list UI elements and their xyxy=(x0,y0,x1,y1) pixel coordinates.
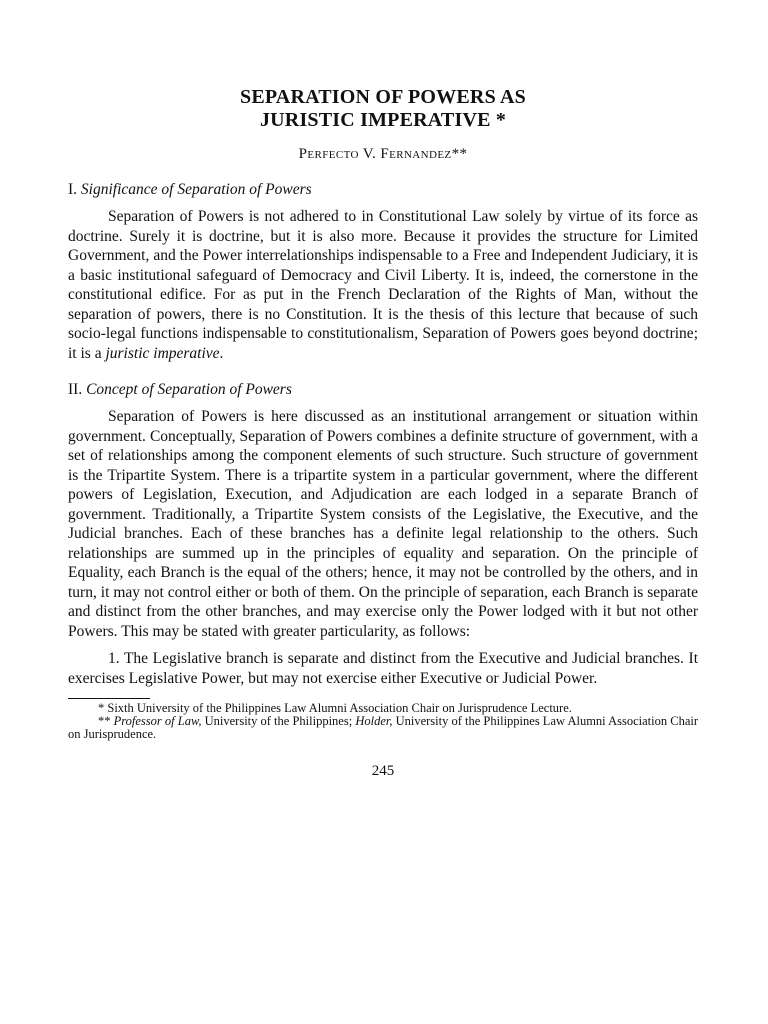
author-line xyxy=(68,146,698,163)
paragraph-1-end: . xyxy=(219,344,224,362)
paragraph-1 xyxy=(68,207,698,363)
paper-page xyxy=(68,86,698,780)
footnote-divider xyxy=(68,698,150,699)
section-heading-1 xyxy=(68,180,698,199)
title-line-2: JURISTIC IMPERATIVE * xyxy=(259,109,507,131)
paragraph-2: Separation of Powers is here discussed as an institutional arrangement or situation within government. Conceptually, Separation of Powers combines a definite structure of government, with a set of relationships among the component elements of such structure. Such structure of government is the Tripartite System. There is a tripartite system in a particular government, where the different powers of Legislation, Execution, and Adjudication are each lodged in a separate Branch of government. Traditionally, a Tripartite System consists of the Legislative, the Executive, and the Judicial branches. Each of these branches has a definite legal relationship to the others. Such relationships are summed up in the principles of equality and separation. On the principle of Equality, each Branch is the equal of the others; hence, it may not be controlled by the others, and in turn, it may not control either or both of them. On the principle of separation, each Branch is separate and distinct from the other branches, and may exercise only the Power lodged with it but not other Powers. This may be stated with greater particularity, as follows: xyxy=(68,408,698,640)
footnote-2-marker: ** xyxy=(98,714,114,728)
paragraph-3: 1. The Legislative branch is separate and distinct from the Executive and Judicial branches. It exercises Legislative Power, but may not exercise either Executive or Judicial Power. xyxy=(68,650,698,687)
footnote-2-title: Professor of Law, xyxy=(113,714,202,728)
section-2-numeral: II. xyxy=(68,381,83,398)
footnote-2-mid: University of the Philippines; xyxy=(201,714,356,728)
footnote-2-end: University of the Philippines Law Alumni Association Chair on Jurisprudence. xyxy=(68,714,698,741)
section-1-title: Significance of Separation of Powers xyxy=(80,181,312,198)
footnote-1: * Sixth University of the Philippines Law Alumni Association Chair on Jurisprudence Lecture. xyxy=(98,701,572,715)
author-marker: ** xyxy=(451,146,468,162)
footnote-2-holder: Holder, xyxy=(355,714,393,728)
article-title xyxy=(68,86,698,132)
title-line-1: SEPARATION OF POWERS AS xyxy=(240,86,526,108)
page-number: 245 xyxy=(371,763,395,779)
author-name: Perfecto V. Fernandez xyxy=(298,146,452,162)
paragraph-1-emphasis: juristic imperative xyxy=(105,344,220,362)
section-2-title: Concept of Separation of Powers xyxy=(86,381,292,398)
footnote-2 xyxy=(68,715,698,741)
paragraph-1-text: Separation of Powers is not adhered to in Constitutional Law solely by virtue of its force as doctrine. Surely it is doctrine, but it is also more. Because it provides the structure for Limited Government, and the Power interrelationships indispensable to a Free and Independent Judiciary, it is a basic institutional safeguard of Democracy and Civil Liberty. It is, indeed, the cornerstone in the constitutional edifice. For as put in the French Declaration of the Rights of Man, without the separation of powers, there is no Constitution. It is the thesis of this lecture that because of such socio-legal functions indispensable to constitutionalism, Separation of Powers goes beyond doctrine; it is a xyxy=(68,208,698,362)
section-heading-2 xyxy=(68,380,698,399)
section-1-numeral: I. xyxy=(68,181,78,198)
